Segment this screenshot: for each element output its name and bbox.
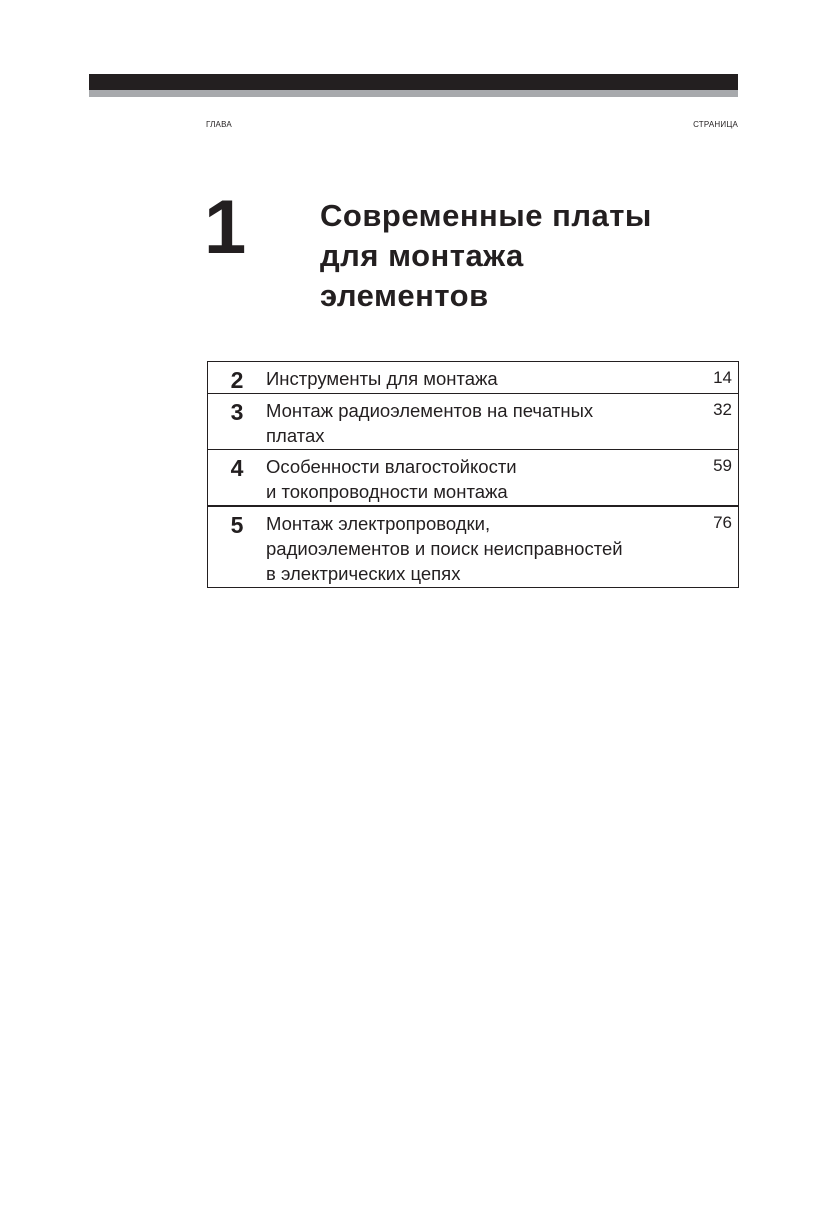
toc-chapter-number: 4 [230, 455, 244, 481]
toc-chapter-title: Монтаж электропроводки, радиоэлементов и поиск неисправностей в электрических цепях [266, 513, 623, 584]
toc-chapter-number: 3 [230, 399, 244, 425]
table-of-contents [207, 361, 739, 588]
page-column-label: СТРАНИЦА [693, 120, 738, 129]
chapter-title-line: Современные платы [320, 198, 652, 233]
chapter-title-line: для монтажа [320, 238, 524, 273]
toc-page-number: 32 [713, 400, 732, 419]
chapter-number: 1 [204, 185, 247, 270]
toc-row[interactable] [208, 505, 738, 587]
toc-row[interactable] [208, 362, 738, 393]
toc-chapter-title: Инструменты для монтажа [266, 368, 498, 389]
header-bar-grey [89, 90, 738, 97]
chapter-title-line: элементов [320, 278, 489, 313]
chapter-column-label: ГЛАВА [206, 120, 232, 129]
header-bar-dark [89, 74, 738, 90]
chapter-title [320, 196, 740, 316]
toc-row[interactable] [208, 449, 738, 505]
toc-page-number: 59 [713, 456, 732, 475]
toc-chapter-number: 5 [230, 512, 244, 538]
toc-row[interactable] [208, 393, 738, 449]
toc-chapter-number: 2 [230, 367, 244, 393]
toc-page-number: 76 [713, 513, 732, 532]
toc-chapter-title: Особенности влагостойкости и токопроводности монтажа [266, 456, 517, 502]
toc-page-number: 14 [713, 368, 732, 387]
toc-chapter-title: Монтаж радиоэлементов на печатных платах [266, 400, 594, 446]
